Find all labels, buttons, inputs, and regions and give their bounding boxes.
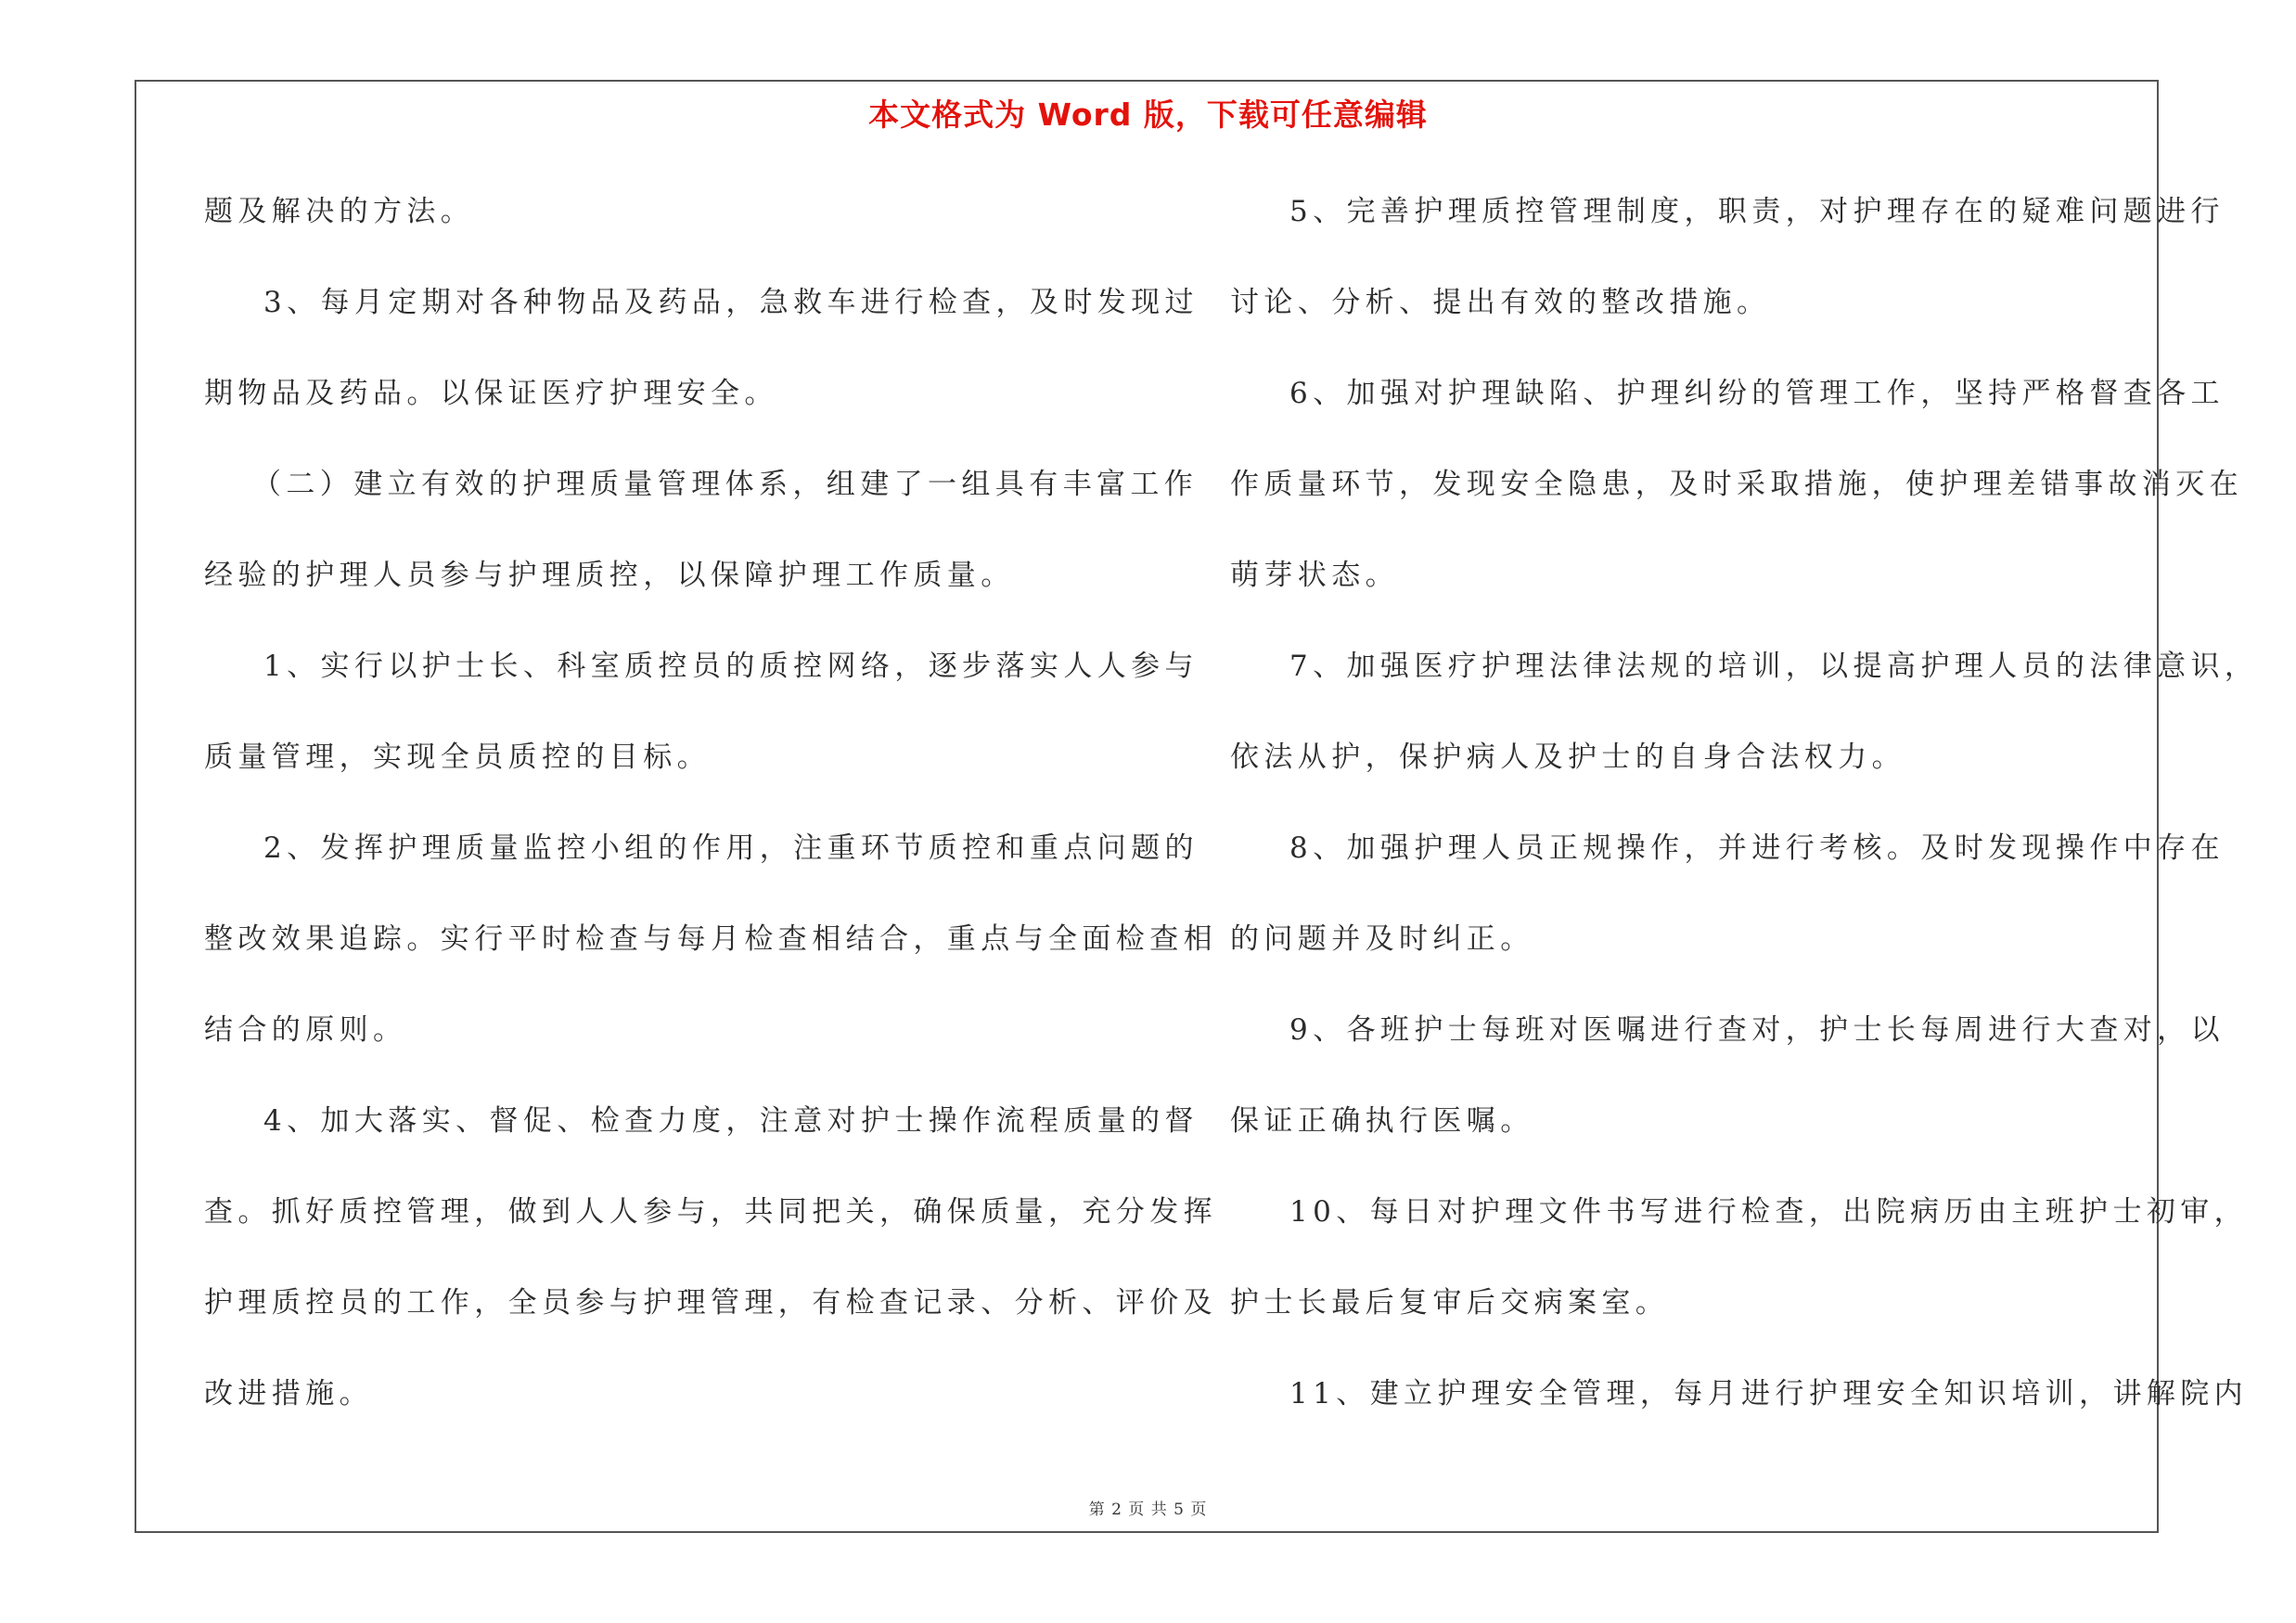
text-line: （二）建立有效的护理质量管理体系，组建了一组具有丰富工作	[252, 468, 1199, 501]
text-line: 期物品及药品。以保证医疗护理安全。	[204, 377, 778, 410]
text-line: 经验的护理人员参与护理质控，以保障护理工作质量。	[204, 559, 1015, 592]
text-line: 整改效果追踪。实行平时检查与每月检查相结合，重点与全面检查相	[204, 922, 1217, 956]
text-line: 4、加大落实、督促、检查力度，注意对护士操作流程质量的督	[263, 1104, 1199, 1138]
text-line: 5、完善护理质控管理制度，职责，对护理存在的疑难问题进行	[1289, 195, 2225, 228]
text-line: 10、每日对护理文件书写进行检查，出院病历由主班护士初审，	[1289, 1195, 2249, 1229]
text-line: 讨论、分析、提出有效的整改措施。	[1230, 286, 1771, 319]
text-line: 护理质控员的工作，全员参与护理管理，有检查记录、分析、评价及	[204, 1286, 1217, 1320]
text-line: 9、各班护士每班对医嘱进行查对，护士长每周进行大查对，以	[1289, 1013, 2225, 1047]
text-line: 改进措施。	[204, 1377, 373, 1410]
word-format-banner: 本文格式为 Word 版，下载可任意编辑	[868, 97, 1428, 133]
text-line: 依法从护，保护病人及护士的自身合法权力。	[1230, 741, 1905, 774]
text-line: 6、加强对护理缺陷、护理纠纷的管理工作，坚持严格督查各工	[1289, 377, 2225, 410]
text-line: 题及解决的方法。	[204, 195, 475, 228]
text-line: 的问题并及时纠正。	[1230, 922, 1534, 956]
left-column	[204, 184, 1217, 1457]
text-line: 护士长最后复审后交病案室。	[1230, 1286, 1670, 1320]
text-line: 8、加强护理人员正规操作，并进行考核。及时发现操作中存在	[1289, 831, 2225, 865]
text-line: 萌芽状态。	[1230, 559, 1399, 592]
text-line: 2、发挥护理质量监控小组的作用，注重环节质控和重点问题的	[263, 831, 1199, 865]
text-line: 作质量环节，发现安全隐患，及时采取措施，使护理差错事故消灭在	[1230, 468, 2243, 501]
text-line: 3、每月定期对各种物品及药品，急救车进行检查，及时发现过	[263, 286, 1199, 319]
text-line: 11、建立护理安全管理，每月进行护理安全知识培训，讲解院内	[1289, 1377, 2249, 1410]
text-line: 7、加强医疗护理法律法规的培训，以提高护理人员的法律意识，	[1289, 650, 2259, 683]
text-line: 1、实行以护士长、科室质控员的质控网络，逐步落实人人参与	[263, 650, 1199, 683]
text-line: 质量管理，实现全员质控的目标。	[204, 741, 711, 774]
text-line: 结合的原则。	[204, 1013, 407, 1047]
text-line: 查。抓好质控管理，做到人人参与，共同把关，确保质量，充分发挥	[204, 1195, 1217, 1229]
text-line: 保证正确执行医嘱。	[1230, 1104, 1534, 1138]
page-number-footer: 第 2 页 共 5 页	[1088, 1501, 1208, 1519]
right-column	[1230, 184, 2259, 1457]
